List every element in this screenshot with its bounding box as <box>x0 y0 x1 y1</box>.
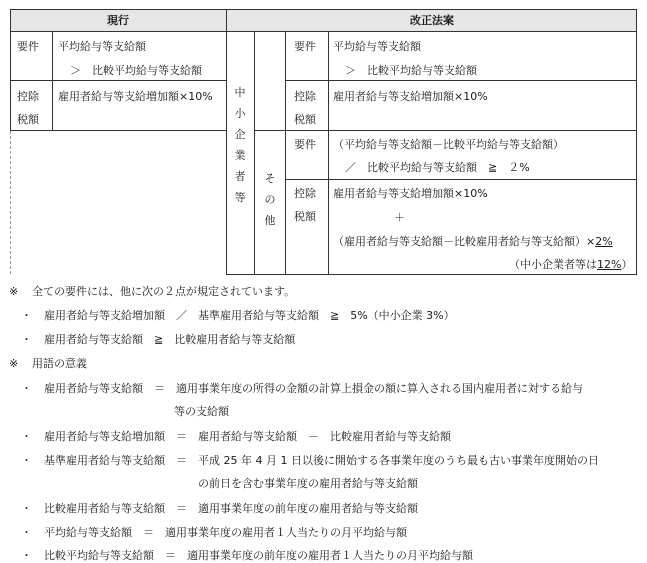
term-item-continued: の前日を含む事業年度の雇用者給与等支給額 <box>198 477 418 490</box>
term-item: 雇用者給与等支給額 ＝ 適用事業年度の所得の金額の計算上損金の額に算入される国内雇用者に対する給与 <box>44 382 583 395</box>
other-ded-line1: 雇用者給与等支給増加額×10% <box>333 187 488 200</box>
other-ded-label-1: 控除 <box>294 187 316 200</box>
current-req-label: 要件 <box>17 40 39 53</box>
sme-req-line2: ＞ 比較平均給与等支給額 <box>345 64 477 77</box>
term-item: 雇用者給与等支給増加額 ＝ 雇用者給与等支給額 － 比較雇用者給与等支給額 <box>44 430 451 443</box>
req-item: 雇用者給与等支給額 ≧ 比較雇用者給与等支給額 <box>44 333 296 346</box>
sme-group-label: 中 小 企 業 者 等 <box>234 86 246 204</box>
bullet: ・ <box>21 430 32 443</box>
term-item: 基準雇用者給与等支給額 ＝ 平成 25 年 4 月 1 日以後に開始する各事業年度のうち最も古い事業年度開始の日 <box>44 454 599 467</box>
bullet: ・ <box>21 526 32 539</box>
note2-mark: ※ <box>9 357 19 370</box>
current-ded-value: 雇用者給与等支給増加額×10% <box>58 90 213 103</box>
header-revised: 改正法案 <box>410 14 454 27</box>
current-req-line1: 平均給与等支給額 <box>58 40 146 53</box>
other-req-line2: ／ 比較平均給与等支給額 ≧ ２% <box>345 161 530 174</box>
current-ded-label-1: 控除 <box>17 90 39 103</box>
term-item: 比較雇用者給与等支給額 ＝ 適用事業年度の前年度の雇用者給与等支給額 <box>44 502 418 515</box>
sme-rate-underlined: 12% <box>597 258 622 271</box>
bullet: ・ <box>21 549 32 562</box>
note2-text: 用語の意義 <box>32 357 87 370</box>
other-ded-label-2: 税額 <box>294 210 316 223</box>
other-rate-underlined: 2% <box>595 235 613 248</box>
sme-ded-label-1: 控除 <box>294 90 316 103</box>
current-ded-label-2: 税額 <box>17 113 39 126</box>
term-item: 平均給与等支給額 ＝ 適用事業年度の雇用者１人当たりの月平均給与額 <box>44 526 407 539</box>
sme-ded-value: 雇用者給与等支給増加額×10% <box>333 90 488 103</box>
term-item: 比較平均給与等支給額 ＝ 適用事業年度の前年度の雇用者１人当たりの月平均給与額 <box>44 549 473 562</box>
other-ded-plus: ＋ <box>394 211 405 224</box>
sme-ded-label-2: 税額 <box>294 113 316 126</box>
note1-mark: ※ <box>9 285 19 298</box>
other-ded-line3: （雇用者給与等支給額－比較雇用者給与等支給額）×2% <box>333 235 613 248</box>
other-req-line1: （平均給与等支給額－比較平均給与等支給額） <box>333 138 564 151</box>
sme-req-line1: 平均給与等支給額 <box>333 40 421 53</box>
note1-text: 全ての要件には、他に次の２点が規定されています。 <box>32 285 296 298</box>
other-ded-line4: （中小企業者等は12%） <box>509 258 633 271</box>
bullet: ・ <box>21 382 32 395</box>
sme-req-label: 要件 <box>294 40 316 53</box>
bullet: ・ <box>21 454 32 467</box>
current-req-line2: ＞ 比較平均給与等支給額 <box>70 64 202 77</box>
bullet: ・ <box>21 309 32 322</box>
header-current: 現行 <box>107 14 129 27</box>
other-req-label: 要件 <box>294 138 316 151</box>
term-item-continued: 等の支給額 <box>174 405 229 418</box>
bullet: ・ <box>21 333 32 346</box>
bullet: ・ <box>21 502 32 515</box>
req-item: 雇用者給与等支給増加額 ／ 基準雇用者給与等支給額 ≧ 5%（中小企業 3%） <box>44 309 455 322</box>
other-group-label: そ の 他 <box>264 172 276 227</box>
